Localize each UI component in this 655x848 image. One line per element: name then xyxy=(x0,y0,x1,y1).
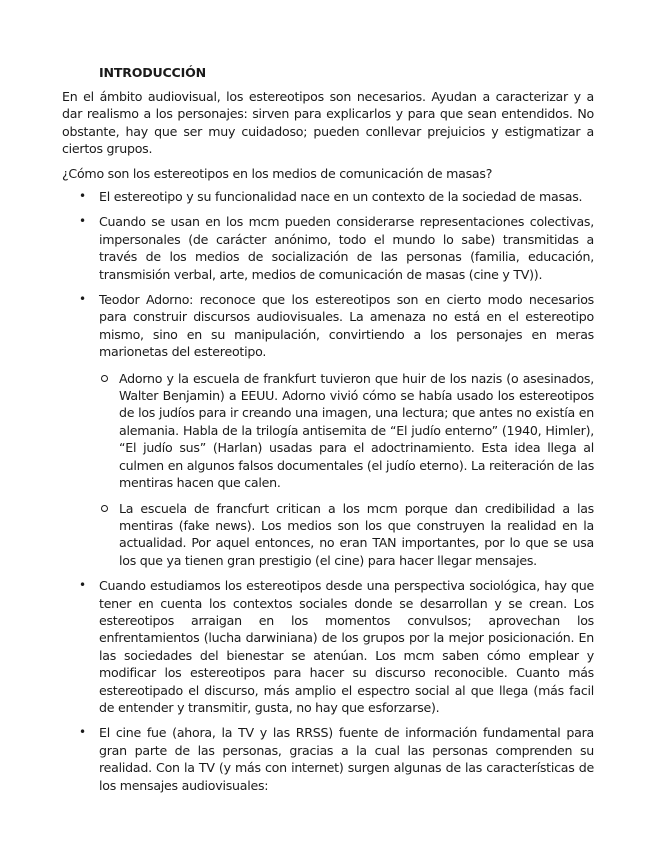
bullet-icon: • xyxy=(79,189,86,203)
bullet-icon: • xyxy=(79,292,86,307)
hollow-circle-bullet-icon xyxy=(101,505,108,512)
sub-list-item xyxy=(99,370,594,492)
list-item xyxy=(62,577,594,716)
bullet-list xyxy=(62,188,594,802)
question-paragraph: ¿Cómo son los estereotipos en los medios de comunicación de masas? xyxy=(62,166,493,181)
list-item-text: Cuando se usan en los mcm pueden considerarse representaciones colectivas, impersonales (de carácter anónimo, todo el mundo lo sabe) transmitidas a través de los medios de socialización de las personas (familia, educación, transmisión verbal, arte, medios de comunicación de masas (cine y TV)). xyxy=(99,214,594,282)
list-item xyxy=(62,213,594,283)
list-item-text: El cine fue (ahora, la TV y las RRSS) fuente de información fundamental para gran parte de las personas, gracias a la cual las personas comprenden su realidad. Con la TV (y más con internet) surgen algunas de las características de los mensajes audiovisuales: xyxy=(99,725,594,793)
list-item-text: El estereotipo y su funcionalidad nace en un contexto de la sociedad de masas. xyxy=(99,189,583,204)
sub-list-item-text: La escuela de francfurt critican a los mcm porque dan credibilidad a las mentiras (fake news). Los medios son los que construyen la realidad en la actualidad. Por aquel entonces, no eran TAN importantes, por lo que se usa los que ya tienen gran prestigio (el cine) para hacer llegar mensajes. xyxy=(119,500,594,568)
list-item-text: Teodor Adorno: reconoce que los estereotipos son en cierto modo necesarios para construir discursos audiovisuales. La amenaza no está en el estereotipo mismo, sino en su manipulación, convirtiendo a los personajes en meras marionetas del estereotipo. xyxy=(99,292,594,360)
list-item xyxy=(62,188,594,205)
section-title: INTRODUCCIÓN xyxy=(99,65,206,80)
bullet-icon: • xyxy=(79,725,86,740)
list-item xyxy=(62,724,594,794)
hollow-circle-bullet-icon xyxy=(101,375,108,382)
sub-bullet-list xyxy=(99,370,594,569)
intro-paragraph: En el ámbito audiovisual, los estereotipos son necesarios. Ayudan a caracterizar y a dar realismo a los personajes: sirven para explicarlos y para que sean entendidos. No obstante, hay que ser muy cuidadoso; pueden conllevar prejuicios y estigmatizar a ciertos grupos. xyxy=(62,89,594,157)
sub-list-item-text: Adorno y la escuela de frankfurt tuvieron que huir de los nazis (o asesinados, Walter Benjamin) a EEUU. Adorno vivió cómo se había usado los estereotipos de los judíos para ir creando una imagen, una lectura; que antes no existía en alemania. Habla de la trilogía antisemita de “El judío enterno” (1940, Himler), “El judío sus” (Harlan) usadas para el adoctrinamiento. Esta idea llega al culmen en algunos falsos documentales (el judío eterno). La reiteración de las mentiras hacen que calen. xyxy=(119,370,594,491)
bullet-icon: • xyxy=(79,578,86,593)
list-item-text: Cuando estudiamos los estereotipos desde una perspectiva sociológica, hay que tener en cuenta los contextos sociales donde se desarrollan y se crean. Los estereotipos arraigan en los momentos convulsos; aprovechan los enfrentamientos (lucha darwiniana) de los grupos por la mejor posicionación. En las sociedades del bienestar se atenúan. Los mcm saben cómo emplear y modificar los estereotipos para hacer su discurso reconocible. Cuanto más estereotipado el discurso, más amplio el espectro social al que llega (más facil de entender y transmitir, gusta, no hay que esforzarse). xyxy=(99,578,594,715)
bullet-icon: • xyxy=(79,214,86,229)
sub-list-item xyxy=(99,500,594,570)
list-item xyxy=(62,291,594,569)
